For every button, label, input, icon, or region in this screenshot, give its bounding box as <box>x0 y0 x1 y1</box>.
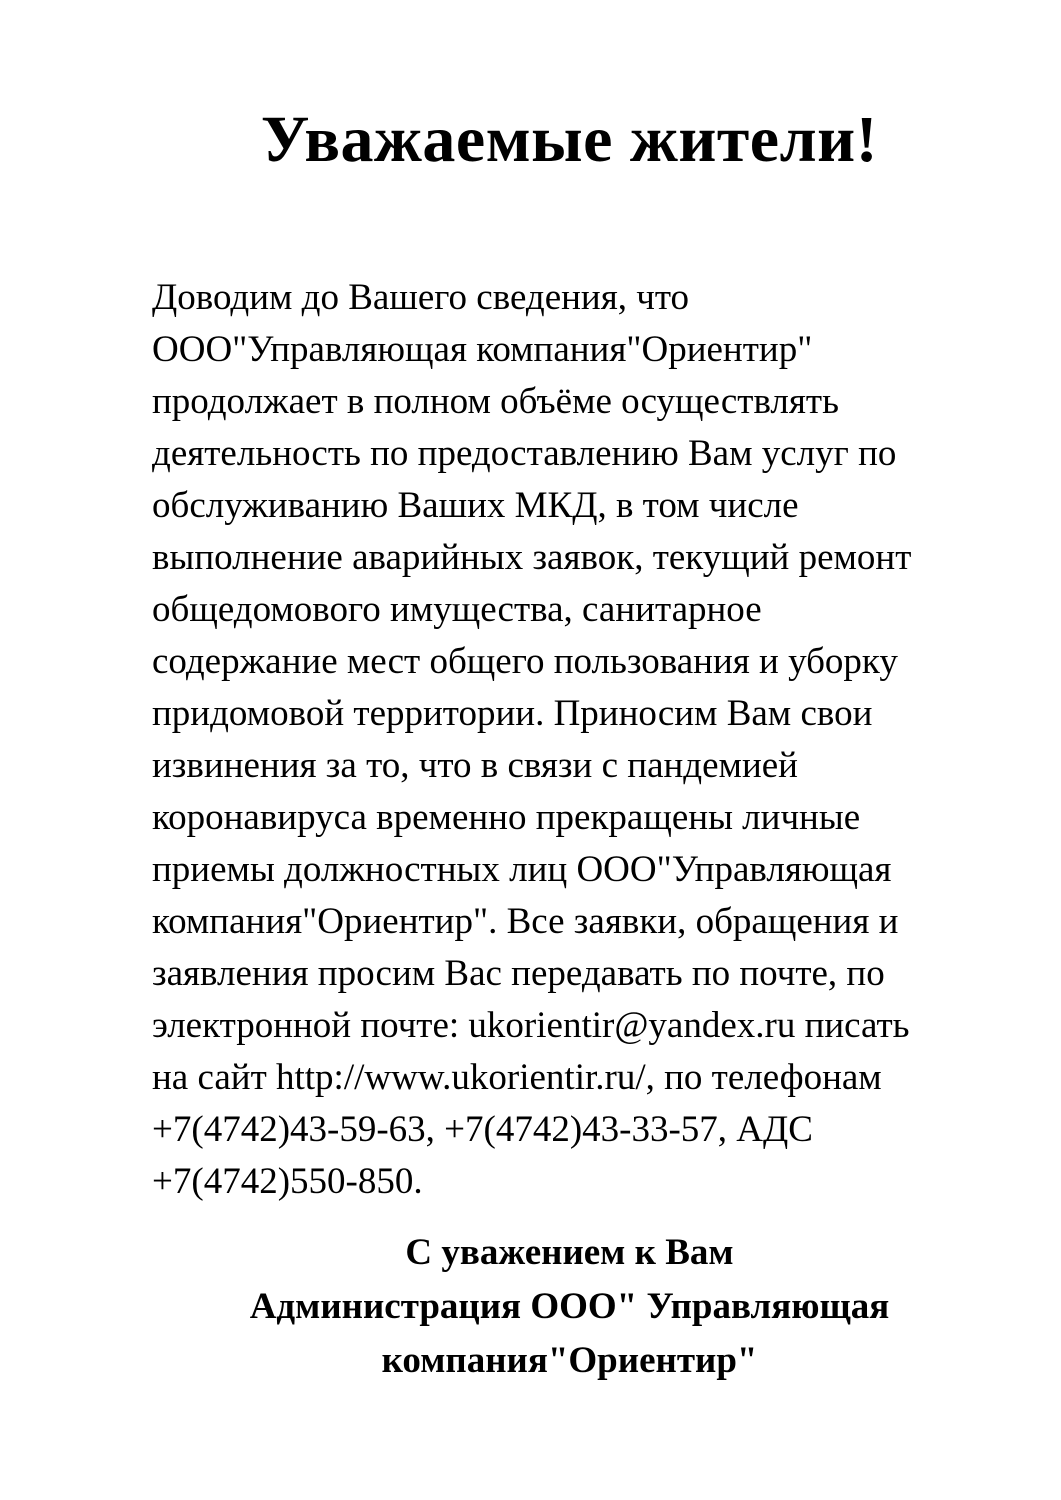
body-line: компания"Ориентир". Все заявки, обращения и <box>152 901 899 942</box>
body-line: Доводим до Вашего сведения, что <box>152 277 690 318</box>
body-line: ООО"Управляющая компания"Ориентир" <box>152 329 813 370</box>
body-line-website: на сайт http://www.ukorientir.ru/, по телефонам <box>152 1057 882 1098</box>
signature-block <box>0 1226 1061 1388</box>
body-line: приемы должностных лиц ООО"Управляющая <box>152 849 892 890</box>
body-line: общедомового имущества, санитарное <box>152 589 762 630</box>
signature-organization: Администрация ООО" Управляющая <box>249 1286 890 1327</box>
body-line: обслуживанию Ваших МКД, в том числе <box>152 485 799 526</box>
signature-greeting: С уважением к Вам <box>405 1232 734 1273</box>
body-line: придомовой территории. Приносим Вам свои <box>152 693 873 734</box>
body-line-email: электронной почте: ukorientir@yandex.ru писать <box>152 1005 910 1046</box>
body-line: содержание мест общего пользования и уборку <box>152 641 898 682</box>
body-line: извинения за то, что в связи с пандемией <box>152 745 798 786</box>
body-line: продолжает в полном объёме осуществлять <box>152 381 839 422</box>
body-line-emergency-phone: +7(4742)550-850. <box>152 1161 423 1202</box>
notice-title: Уважаемые жители! <box>260 103 879 176</box>
notice-body <box>152 272 1012 1208</box>
body-line: коронавируса временно прекращены личные <box>152 797 861 838</box>
signature-organization-name: компания"Ориентир" <box>381 1340 758 1381</box>
body-line: деятельность по предоставлению Вам услуг по <box>152 433 897 474</box>
body-line: выполнение аварийных заявок, текущий ремонт <box>152 537 912 578</box>
body-line-phones: +7(4742)43-59-63, +7(4742)43-33-57, АДС <box>152 1109 813 1150</box>
body-line: заявления просим Вас передавать по почте, по <box>152 953 885 994</box>
